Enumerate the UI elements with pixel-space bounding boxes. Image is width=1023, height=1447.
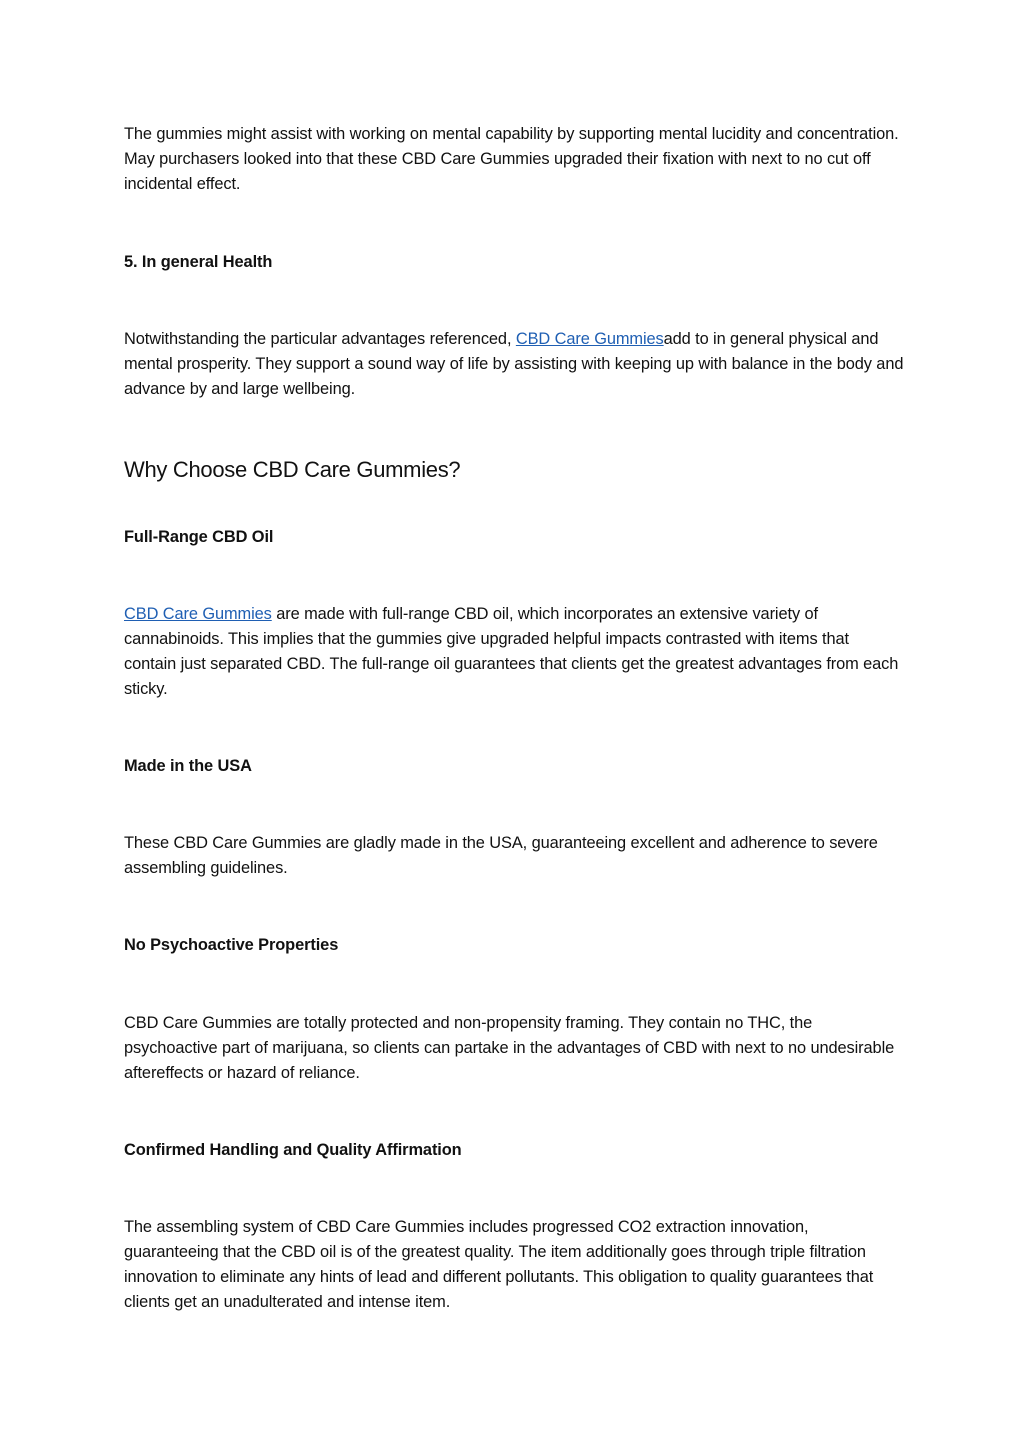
full-range-text: are made with full-range CBD oil, which incorporates an extensive variety of cannabinoids. This implies that the gummies give upgraded helpful impacts contrasted with items that contain just separated CBD. The full-range oil guarantees that clients get the greatest advantages from each sticky. — [124, 605, 899, 698]
section-heading-confirmed-handling: Confirmed Handling and Quality Affirmation — [124, 1141, 462, 1159]
section-heading-full-range: Full-Range CBD Oil — [124, 528, 274, 546]
section-heading-made-in-usa: Made in the USA — [124, 757, 252, 775]
confirmed-handling-paragraph: The assembling system of CBD Care Gummies includes progressed CO2 extraction innovation, guaranteeing that the CBD oil is of the greatest quality. The item additionally goes through triple filtration innovation to eliminate any hints of lead and different pollutants. This obligation to quality guarantees that clients get an unadulterated and intense item. — [124, 1218, 874, 1311]
section-heading-general-health: 5. In general Health — [124, 253, 273, 271]
general-health-text-before: Notwithstanding the particular advantages referenced, — [124, 330, 516, 348]
intro-paragraph: The gummies might assist with working on mental capability by supporting mental lucidity and concentration. May purchasers looked into that these CBD Care Gummies upgraded their fixation with next to no cut off incidental effect. — [124, 125, 899, 193]
section-heading-no-psychoactive: No Psychoactive Properties — [124, 936, 339, 954]
made-in-usa-paragraph: These CBD Care Gummies are gladly made in the USA, guaranteeing excellent and adherence to severe assembling guidelines. — [124, 834, 878, 877]
why-choose-heading: Why Choose CBD Care Gummies? — [124, 457, 461, 482]
general-health-text-after: add to in general physical and mental prosperity. They support a sound way of life by assisting with keeping up with balance in the body and advance by and large wellbeing. — [124, 330, 904, 398]
no-psychoactive-paragraph: CBD Care Gummies are totally protected and non-propensity framing. They contain no THC, the psychoactive part of marijuana, so clients can partake in the advantages of CBD with next to no undesirable aftereffects or hazard of reliance. — [124, 1014, 895, 1082]
general-health-paragraph — [124, 327, 904, 402]
full-range-paragraph — [124, 602, 904, 702]
cbd-care-gummies-link[interactable]: CBD Care Gummies — [124, 605, 272, 623]
cbd-care-gummies-link[interactable]: CBD Care Gummies — [515, 330, 664, 348]
